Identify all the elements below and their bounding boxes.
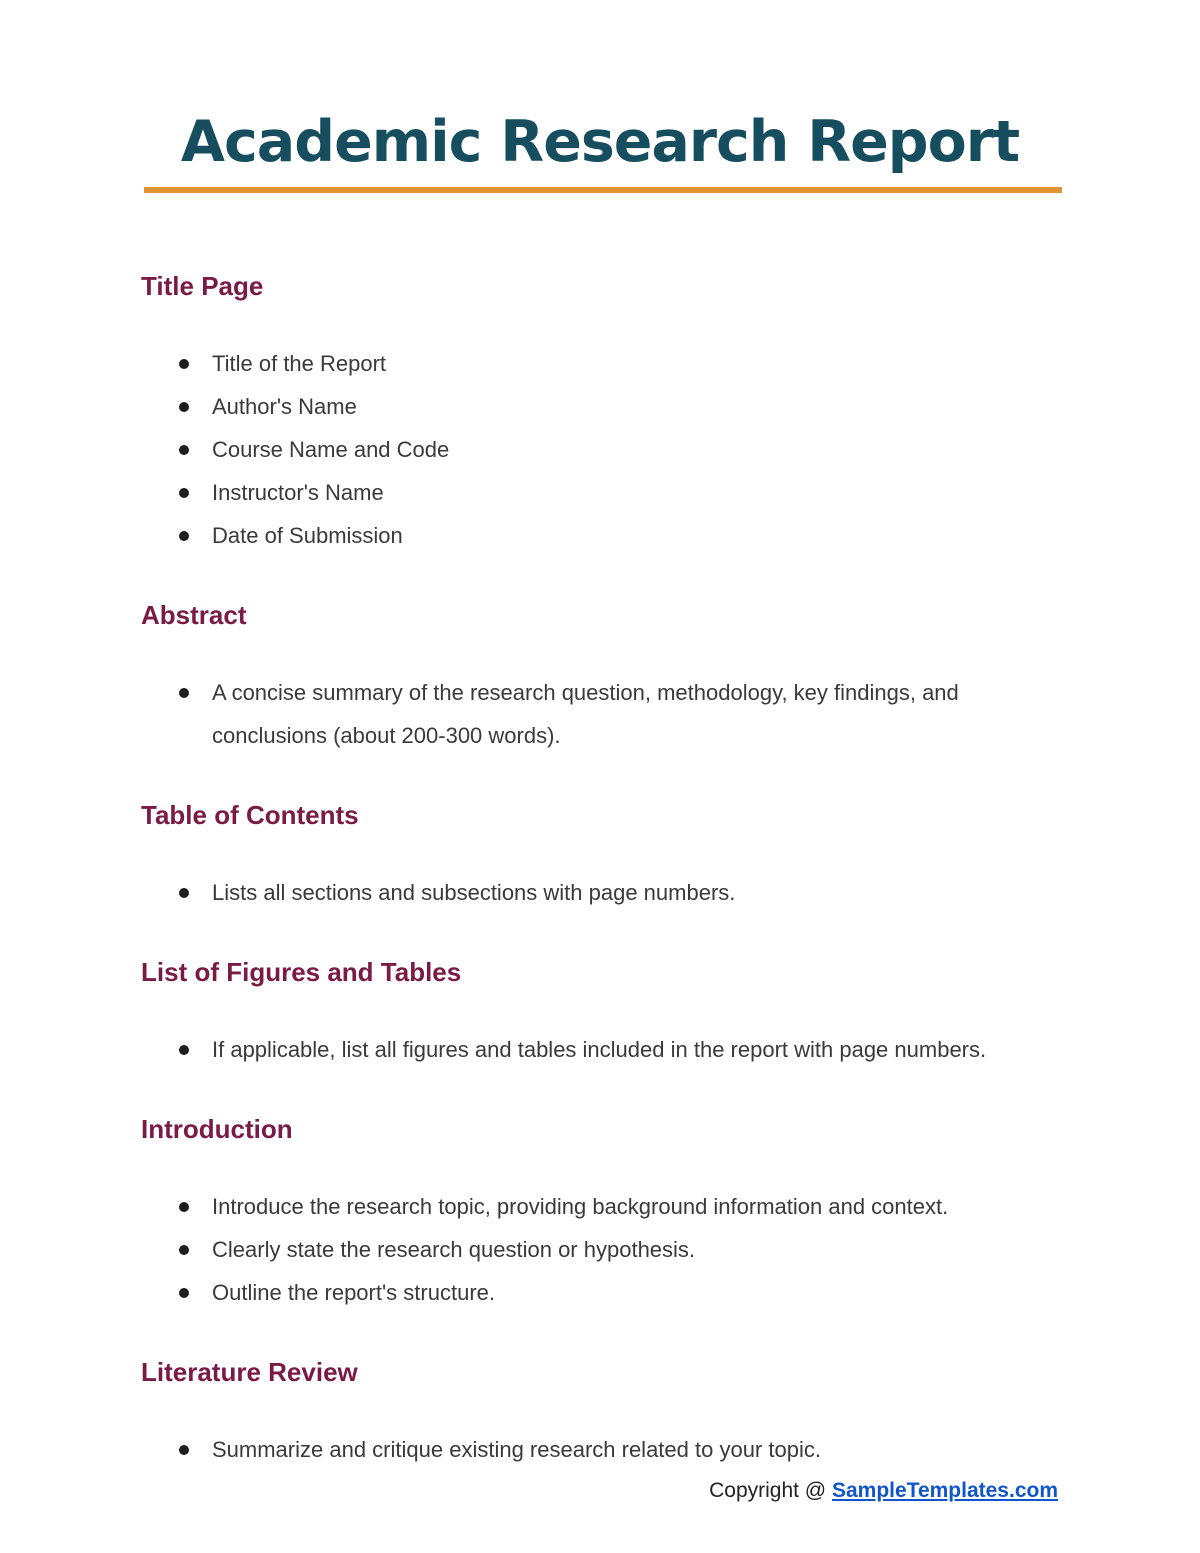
list-item — [141, 1428, 1071, 1471]
section-heading: Literature Review — [141, 1357, 358, 1387]
section — [141, 266, 1071, 557]
document-title: Academic Research Report — [180, 109, 1020, 175]
bullet-list — [141, 342, 1071, 557]
bullet-icon — [179, 1288, 189, 1298]
section-heading: Table of Contents — [141, 800, 359, 830]
bullet-list — [141, 1428, 1071, 1471]
list-item — [141, 1185, 1071, 1228]
bullet-icon — [179, 1245, 189, 1255]
section-heading: Introduction — [141, 1114, 293, 1144]
copyright-prefix: Copyright @ — [709, 1479, 832, 1502]
list-item-text: Summarize and critique existing research related to your topic. — [212, 1437, 821, 1462]
section-heading: Abstract — [141, 600, 247, 630]
section-heading: List of Figures and Tables — [141, 957, 462, 987]
list-item — [141, 428, 1071, 471]
section — [141, 1109, 1071, 1314]
section — [141, 795, 1071, 914]
list-item-text: If applicable, list all figures and tables included in the report with page numbers. — [212, 1037, 987, 1062]
list-item — [141, 1228, 1071, 1271]
sampletemplates-link[interactable]: SampleTemplates.com — [831, 1479, 1058, 1502]
bullet-icon — [179, 1445, 189, 1455]
list-item-text: Author's Name — [212, 394, 357, 419]
list-item — [141, 471, 1071, 514]
bullet-list — [141, 1185, 1071, 1314]
list-item-text: Introduce the research topic, providing background information and context. — [212, 1194, 949, 1219]
bullet-icon — [179, 688, 189, 698]
list-item-text: Instructor's Name — [212, 480, 384, 505]
bullet-list — [141, 671, 1071, 757]
section — [141, 595, 1071, 757]
list-item-text: Lists all sections and subsections with page numbers. — [212, 880, 736, 905]
section — [141, 1352, 1071, 1471]
title-divider — [144, 187, 1062, 193]
copyright-footer — [709, 1478, 1058, 1504]
bullet-icon — [179, 445, 189, 455]
bullet-list — [141, 871, 1071, 914]
list-item-text: Title of the Report — [212, 351, 387, 376]
bullet-icon — [179, 888, 189, 898]
bullet-icon — [179, 402, 189, 412]
section — [141, 952, 1071, 1071]
list-item — [141, 1271, 1071, 1314]
list-item — [141, 871, 1071, 914]
list-item-text: Outline the report's structure. — [212, 1280, 495, 1305]
bullet-icon — [179, 488, 189, 498]
list-item — [141, 514, 1071, 557]
list-item — [141, 385, 1071, 428]
list-item-text: Date of Submission — [212, 523, 403, 548]
section-heading: Title Page — [141, 271, 264, 301]
list-item — [141, 342, 1071, 385]
list-item-text: Clearly state the research question or hypothesis. — [212, 1237, 696, 1262]
bullet-icon — [179, 359, 189, 369]
bullet-icon — [179, 531, 189, 541]
list-item-text: A concise summary of the research question, methodology, key findings, and conclusions (about 200-300 words). — [212, 680, 959, 748]
bullet-list — [141, 1028, 1071, 1071]
list-item — [141, 1028, 1071, 1071]
list-item — [141, 671, 1071, 757]
document-content — [141, 266, 1071, 1509]
bullet-icon — [179, 1202, 189, 1212]
bullet-icon — [179, 1045, 189, 1055]
list-item-text: Course Name and Code — [212, 437, 450, 462]
